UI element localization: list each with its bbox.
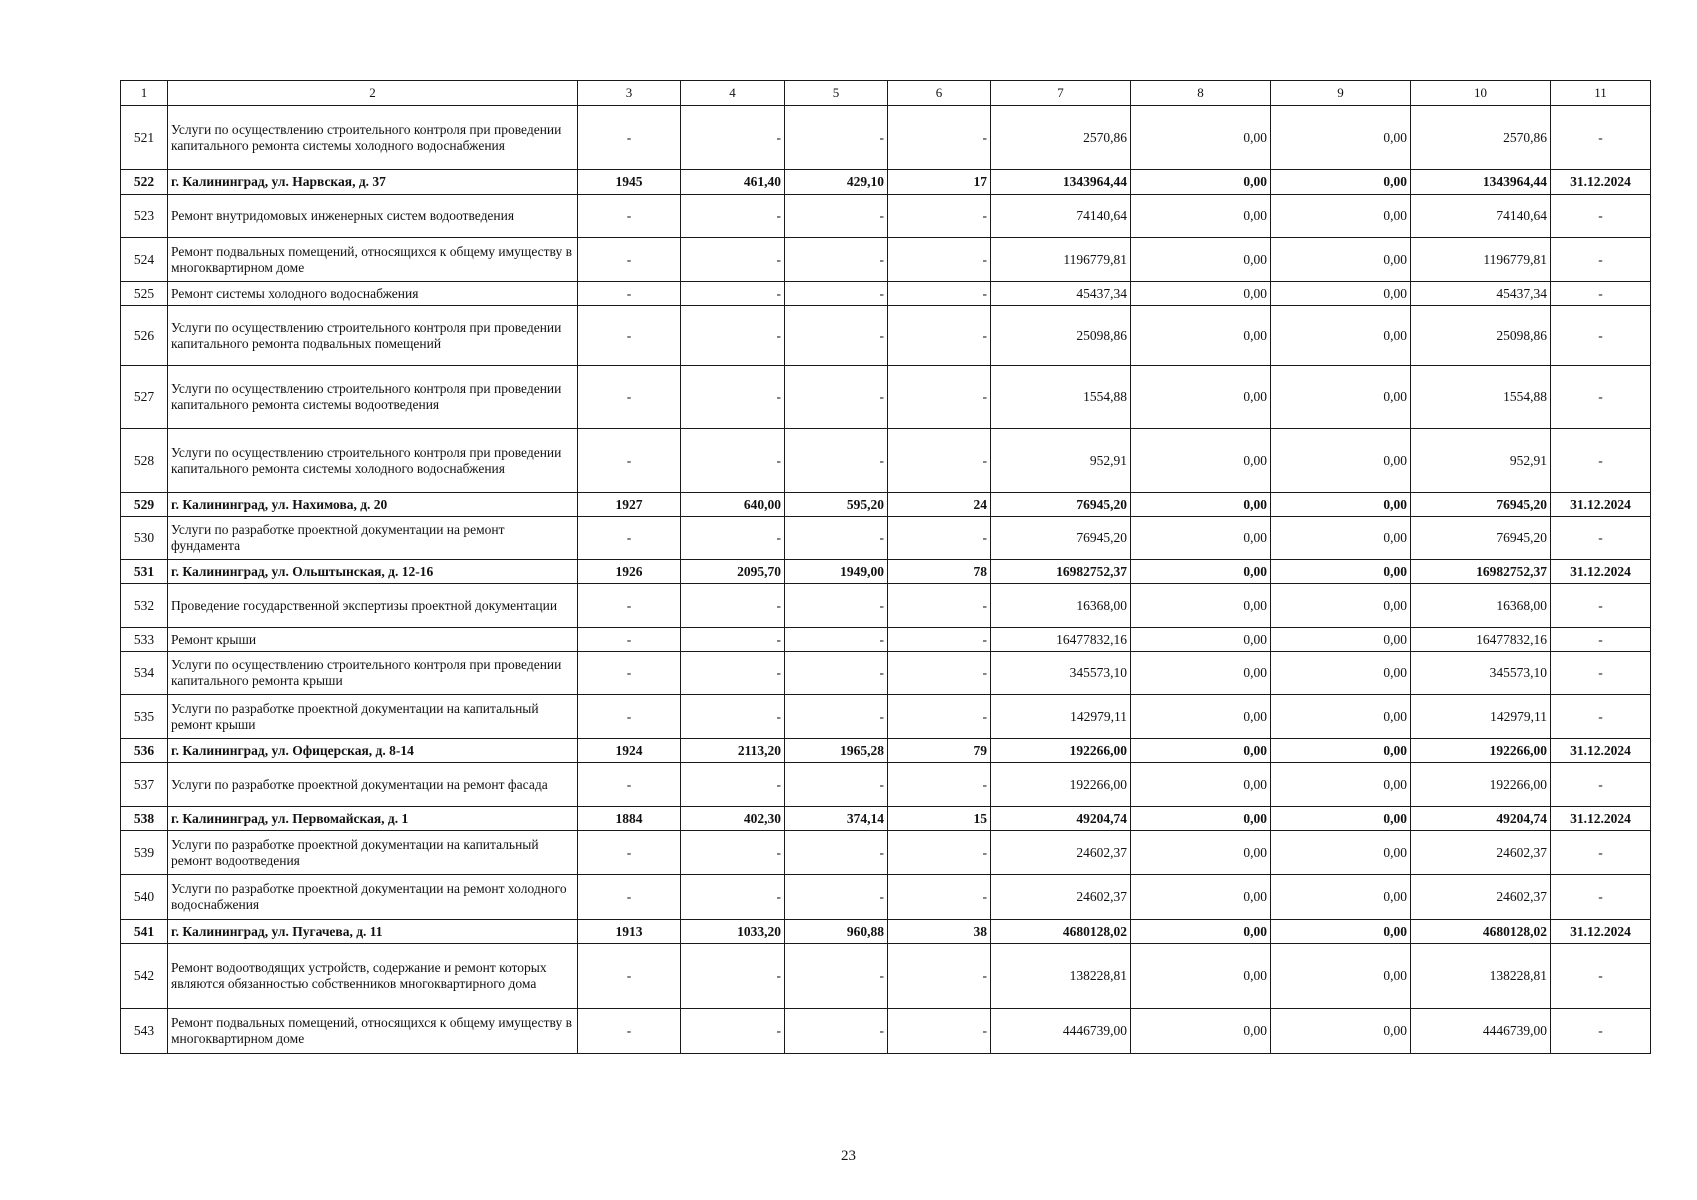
work-item-row (121, 282, 1651, 306)
work-item-row (121, 628, 1651, 652)
year-cell: - (578, 106, 681, 170)
col10-cell: 1554,88 (1411, 366, 1551, 429)
year-cell: 1913 (578, 920, 681, 944)
col6-cell: - (888, 652, 991, 695)
col9-cell: 0,00 (1271, 875, 1411, 920)
col5-cell: 960,88 (785, 920, 888, 944)
col9-cell: 0,00 (1271, 831, 1411, 875)
col6-cell: - (888, 517, 991, 560)
row-number-cell: 538 (121, 807, 168, 831)
col6-cell: - (888, 875, 991, 920)
col5-cell: - (785, 1009, 888, 1054)
deadline-cell: - (1551, 366, 1651, 429)
col6-cell: 38 (888, 920, 991, 944)
col5-cell: 595,20 (785, 493, 888, 517)
col9-cell: 0,00 (1271, 560, 1411, 584)
description-cell: Ремонт подвальных помещений, относящихся к общему имуществу в многоквартирном доме (168, 238, 578, 282)
year-cell: 1884 (578, 807, 681, 831)
description-cell: Ремонт подвальных помещений, относящихся к общему имуществу в многоквартирном доме (168, 1009, 578, 1054)
col6-cell: - (888, 195, 991, 238)
work-item-row (121, 1009, 1651, 1054)
col6-cell: - (888, 584, 991, 628)
col4-cell: - (681, 584, 785, 628)
col6-cell: - (888, 831, 991, 875)
col8-cell: 0,00 (1131, 170, 1271, 195)
total-cost-cell: 16982752,37 (991, 560, 1131, 584)
year-cell: - (578, 763, 681, 807)
col4-cell: 461,40 (681, 170, 785, 195)
col5-cell: - (785, 106, 888, 170)
col10-cell: 24602,37 (1411, 875, 1551, 920)
description-cell: Ремонт крыши (168, 628, 578, 652)
row-number-cell: 533 (121, 628, 168, 652)
work-item-row (121, 695, 1651, 739)
col4-cell: - (681, 429, 785, 493)
col5-cell: - (785, 831, 888, 875)
col5-cell: 1965,28 (785, 739, 888, 763)
total-cost-cell: 142979,11 (991, 695, 1131, 739)
total-cost-cell: 1343964,44 (991, 170, 1131, 195)
deadline-cell: - (1551, 695, 1651, 739)
col8-cell: 0,00 (1131, 493, 1271, 517)
col4-cell: - (681, 195, 785, 238)
col8-cell: 0,00 (1131, 195, 1271, 238)
col8-cell: 0,00 (1131, 584, 1271, 628)
row-number-cell: 531 (121, 560, 168, 584)
col4-cell: - (681, 628, 785, 652)
column-header: 5 (785, 81, 888, 106)
col9-cell: 0,00 (1271, 238, 1411, 282)
work-item-row (121, 306, 1651, 366)
col5-cell: 429,10 (785, 170, 888, 195)
col4-cell: 1033,20 (681, 920, 785, 944)
col6-cell: 24 (888, 493, 991, 517)
total-cost-cell: 16368,00 (991, 584, 1131, 628)
deadline-cell: - (1551, 1009, 1651, 1054)
description-cell: Услуги по разработке проектной документации на ремонт холодного водоснабжения (168, 875, 578, 920)
col10-cell: 45437,34 (1411, 282, 1551, 306)
total-cost-cell: 49204,74 (991, 807, 1131, 831)
deadline-cell: - (1551, 517, 1651, 560)
col4-cell: - (681, 282, 785, 306)
col6-cell: - (888, 366, 991, 429)
col5-cell: - (785, 238, 888, 282)
col9-cell: 0,00 (1271, 695, 1411, 739)
col6-cell: - (888, 238, 991, 282)
column-number-row (121, 81, 1651, 106)
col10-cell: 76945,20 (1411, 517, 1551, 560)
col4-cell: - (681, 1009, 785, 1054)
year-cell: - (578, 517, 681, 560)
col4-cell: 2113,20 (681, 739, 785, 763)
col5-cell: - (785, 195, 888, 238)
description-cell: Ремонт системы холодного водоснабжения (168, 282, 578, 306)
row-number-cell: 522 (121, 170, 168, 195)
description-cell: Услуги по осуществлению строительного контроля при проведении капитального ремонта системы холодного водоснабжения (168, 429, 578, 493)
col8-cell: 0,00 (1131, 695, 1271, 739)
col5-cell: - (785, 306, 888, 366)
col5-cell: - (785, 517, 888, 560)
col9-cell: 0,00 (1271, 366, 1411, 429)
year-cell: - (578, 652, 681, 695)
year-cell: - (578, 1009, 681, 1054)
col5-cell: - (785, 584, 888, 628)
col5-cell: 374,14 (785, 807, 888, 831)
col9-cell: 0,00 (1271, 306, 1411, 366)
year-cell: - (578, 366, 681, 429)
col8-cell: 0,00 (1131, 306, 1271, 366)
address-row (121, 807, 1651, 831)
col6-cell: - (888, 628, 991, 652)
col5-cell: - (785, 763, 888, 807)
col10-cell: 142979,11 (1411, 695, 1551, 739)
year-cell: - (578, 195, 681, 238)
capital-repair-table (120, 80, 1651, 1054)
deadline-cell: - (1551, 831, 1651, 875)
row-number-cell: 535 (121, 695, 168, 739)
col5-cell: - (785, 429, 888, 493)
col4-cell: 640,00 (681, 493, 785, 517)
col6-cell: - (888, 763, 991, 807)
col9-cell: 0,00 (1271, 517, 1411, 560)
col10-cell: 4680128,02 (1411, 920, 1551, 944)
description-cell: Услуги по разработке проектной документации на ремонт фундамента (168, 517, 578, 560)
col6-cell: - (888, 429, 991, 493)
work-item-row (121, 366, 1651, 429)
col6-cell: - (888, 306, 991, 366)
row-number-cell: 542 (121, 944, 168, 1009)
col5-cell: - (785, 628, 888, 652)
total-cost-cell: 192266,00 (991, 739, 1131, 763)
col8-cell: 0,00 (1131, 739, 1271, 763)
column-header: 10 (1411, 81, 1551, 106)
col4-cell: - (681, 875, 785, 920)
column-header: 1 (121, 81, 168, 106)
total-cost-cell: 24602,37 (991, 831, 1131, 875)
col5-cell: - (785, 652, 888, 695)
col5-cell: - (785, 944, 888, 1009)
deadline-cell: - (1551, 652, 1651, 695)
total-cost-cell: 2570,86 (991, 106, 1131, 170)
col8-cell: 0,00 (1131, 652, 1271, 695)
deadline-cell: - (1551, 944, 1651, 1009)
description-cell: Услуги по осуществлению строительного контроля при проведении капитального ремонта крыши (168, 652, 578, 695)
row-number-cell: 526 (121, 306, 168, 366)
description-cell: г. Калининград, ул. Нарвская, д. 37 (168, 170, 578, 195)
col9-cell: 0,00 (1271, 944, 1411, 1009)
col9-cell: 0,00 (1271, 652, 1411, 695)
col8-cell: 0,00 (1131, 517, 1271, 560)
total-cost-cell: 1554,88 (991, 366, 1131, 429)
work-item-row (121, 429, 1651, 493)
row-number-cell: 530 (121, 517, 168, 560)
col4-cell: 402,30 (681, 807, 785, 831)
description-cell: Услуги по разработке проектной документации на ремонт фасада (168, 763, 578, 807)
col10-cell: 49204,74 (1411, 807, 1551, 831)
work-item-row (121, 584, 1651, 628)
document-sheet (120, 80, 1650, 1054)
col10-cell: 25098,86 (1411, 306, 1551, 366)
col8-cell: 0,00 (1131, 920, 1271, 944)
col4-cell: - (681, 517, 785, 560)
col6-cell: 78 (888, 560, 991, 584)
year-cell: 1926 (578, 560, 681, 584)
col10-cell: 74140,64 (1411, 195, 1551, 238)
work-item-row (121, 195, 1651, 238)
row-number-cell: 527 (121, 366, 168, 429)
col4-cell: - (681, 652, 785, 695)
description-cell: г. Калининград, ул. Ольштынская, д. 12-16 (168, 560, 578, 584)
deadline-cell: - (1551, 306, 1651, 366)
year-cell: - (578, 306, 681, 366)
col4-cell: - (681, 695, 785, 739)
deadline-cell: - (1551, 106, 1651, 170)
address-row (121, 170, 1651, 195)
col6-cell: - (888, 282, 991, 306)
deadline-cell: - (1551, 238, 1651, 282)
deadline-cell: - (1551, 763, 1651, 807)
column-header: 8 (1131, 81, 1271, 106)
year-cell: - (578, 831, 681, 875)
row-number-cell: 539 (121, 831, 168, 875)
col4-cell: - (681, 238, 785, 282)
page-number: 23 (841, 1148, 856, 1164)
col5-cell: - (785, 875, 888, 920)
address-row (121, 920, 1651, 944)
col8-cell: 0,00 (1131, 1009, 1271, 1054)
work-item-row (121, 106, 1651, 170)
row-number-cell: 523 (121, 195, 168, 238)
work-item-row (121, 831, 1651, 875)
total-cost-cell: 952,91 (991, 429, 1131, 493)
description-cell: г. Калининград, ул. Пугачева, д. 11 (168, 920, 578, 944)
row-number-cell: 540 (121, 875, 168, 920)
year-cell: 1924 (578, 739, 681, 763)
col4-cell: - (681, 106, 785, 170)
col9-cell: 0,00 (1271, 1009, 1411, 1054)
col10-cell: 76945,20 (1411, 493, 1551, 517)
col8-cell: 0,00 (1131, 429, 1271, 493)
col6-cell: - (888, 1009, 991, 1054)
col10-cell: 138228,81 (1411, 944, 1551, 1009)
address-row (121, 739, 1651, 763)
deadline-cell: - (1551, 584, 1651, 628)
column-header: 2 (168, 81, 578, 106)
work-item-row (121, 238, 1651, 282)
col10-cell: 1196779,81 (1411, 238, 1551, 282)
row-number-cell: 529 (121, 493, 168, 517)
row-number-cell: 541 (121, 920, 168, 944)
address-row (121, 493, 1651, 517)
col10-cell: 1343964,44 (1411, 170, 1551, 195)
description-cell: г. Калининград, ул. Офицерская, д. 8-14 (168, 739, 578, 763)
col9-cell: 0,00 (1271, 763, 1411, 807)
col6-cell: - (888, 106, 991, 170)
table-body (121, 106, 1651, 1054)
deadline-cell: 31.12.2024 (1551, 739, 1651, 763)
description-cell: Ремонт водоотводящих устройств, содержание и ремонт которых являются обязанностью собственников многоквартирного дома (168, 944, 578, 1009)
col5-cell: - (785, 695, 888, 739)
col9-cell: 0,00 (1271, 170, 1411, 195)
column-header: 11 (1551, 81, 1651, 106)
total-cost-cell: 16477832,16 (991, 628, 1131, 652)
col10-cell: 24602,37 (1411, 831, 1551, 875)
total-cost-cell: 25098,86 (991, 306, 1131, 366)
deadline-cell: - (1551, 282, 1651, 306)
col6-cell: - (888, 695, 991, 739)
col4-cell: - (681, 366, 785, 429)
deadline-cell: 31.12.2024 (1551, 807, 1651, 831)
col4-cell: - (681, 831, 785, 875)
col10-cell: 16368,00 (1411, 584, 1551, 628)
col6-cell: - (888, 944, 991, 1009)
col9-cell: 0,00 (1271, 584, 1411, 628)
year-cell: - (578, 944, 681, 1009)
col9-cell: 0,00 (1271, 195, 1411, 238)
col10-cell: 16477832,16 (1411, 628, 1551, 652)
column-header: 6 (888, 81, 991, 106)
column-header: 4 (681, 81, 785, 106)
description-cell: г. Калининград, ул. Первомайская, д. 1 (168, 807, 578, 831)
deadline-cell: 31.12.2024 (1551, 493, 1651, 517)
col10-cell: 16982752,37 (1411, 560, 1551, 584)
total-cost-cell: 192266,00 (991, 763, 1131, 807)
col8-cell: 0,00 (1131, 628, 1271, 652)
col10-cell: 192266,00 (1411, 763, 1551, 807)
total-cost-cell: 345573,10 (991, 652, 1131, 695)
row-number-cell: 525 (121, 282, 168, 306)
description-cell: Услуги по осуществлению строительного контроля при проведении капитального ремонта подвальных помещений (168, 306, 578, 366)
year-cell: - (578, 695, 681, 739)
year-cell: - (578, 628, 681, 652)
work-item-row (121, 875, 1651, 920)
description-cell: Услуги по разработке проектной документации на капитальный ремонт водоотведения (168, 831, 578, 875)
total-cost-cell: 76945,20 (991, 493, 1131, 517)
description-cell: Проведение государственной экспертизы проектной документации (168, 584, 578, 628)
year-cell: - (578, 238, 681, 282)
description-cell: Ремонт внутридомовых инженерных систем водоотведения (168, 195, 578, 238)
year-cell: - (578, 429, 681, 493)
description-cell: Услуги по разработке проектной документации на капитальный ремонт крыши (168, 695, 578, 739)
total-cost-cell: 45437,34 (991, 282, 1131, 306)
description-cell: Услуги по осуществлению строительного контроля при проведении капитального ремонта системы водоотведения (168, 366, 578, 429)
col6-cell: 17 (888, 170, 991, 195)
year-cell: - (578, 282, 681, 306)
row-number-cell: 532 (121, 584, 168, 628)
work-item-row (121, 944, 1651, 1009)
total-cost-cell: 74140,64 (991, 195, 1131, 238)
col9-cell: 0,00 (1271, 106, 1411, 170)
deadline-cell: - (1551, 875, 1651, 920)
total-cost-cell: 4446739,00 (991, 1009, 1131, 1054)
column-header: 3 (578, 81, 681, 106)
column-header: 9 (1271, 81, 1411, 106)
description-cell: г. Калининград, ул. Нахимова, д. 20 (168, 493, 578, 517)
deadline-cell: - (1551, 429, 1651, 493)
col9-cell: 0,00 (1271, 429, 1411, 493)
row-number-cell: 543 (121, 1009, 168, 1054)
total-cost-cell: 76945,20 (991, 517, 1131, 560)
total-cost-cell: 1196779,81 (991, 238, 1131, 282)
deadline-cell: - (1551, 628, 1651, 652)
col8-cell: 0,00 (1131, 875, 1271, 920)
col4-cell: - (681, 306, 785, 366)
row-number-cell: 534 (121, 652, 168, 695)
col9-cell: 0,00 (1271, 493, 1411, 517)
col5-cell: 1949,00 (785, 560, 888, 584)
col8-cell: 0,00 (1131, 807, 1271, 831)
col10-cell: 192266,00 (1411, 739, 1551, 763)
total-cost-cell: 138228,81 (991, 944, 1131, 1009)
year-cell: - (578, 584, 681, 628)
col10-cell: 952,91 (1411, 429, 1551, 493)
col9-cell: 0,00 (1271, 628, 1411, 652)
col8-cell: 0,00 (1131, 238, 1271, 282)
col9-cell: 0,00 (1271, 807, 1411, 831)
address-row (121, 560, 1651, 584)
col10-cell: 345573,10 (1411, 652, 1551, 695)
row-number-cell: 537 (121, 763, 168, 807)
col4-cell: - (681, 944, 785, 1009)
col9-cell: 0,00 (1271, 739, 1411, 763)
total-cost-cell: 4680128,02 (991, 920, 1131, 944)
deadline-cell: - (1551, 195, 1651, 238)
year-cell: 1927 (578, 493, 681, 517)
year-cell: - (578, 875, 681, 920)
work-item-row (121, 517, 1651, 560)
year-cell: 1945 (578, 170, 681, 195)
col8-cell: 0,00 (1131, 282, 1271, 306)
col8-cell: 0,00 (1131, 763, 1271, 807)
col8-cell: 0,00 (1131, 560, 1271, 584)
col6-cell: 79 (888, 739, 991, 763)
work-item-row (121, 652, 1651, 695)
col4-cell: 2095,70 (681, 560, 785, 584)
col6-cell: 15 (888, 807, 991, 831)
col8-cell: 0,00 (1131, 106, 1271, 170)
col10-cell: 4446739,00 (1411, 1009, 1551, 1054)
col8-cell: 0,00 (1131, 944, 1271, 1009)
col5-cell: - (785, 366, 888, 429)
deadline-cell: 31.12.2024 (1551, 920, 1651, 944)
work-item-row (121, 763, 1651, 807)
total-cost-cell: 24602,37 (991, 875, 1131, 920)
deadline-cell: 31.12.2024 (1551, 170, 1651, 195)
deadline-cell: 31.12.2024 (1551, 560, 1651, 584)
col4-cell: - (681, 763, 785, 807)
description-cell: Услуги по осуществлению строительного контроля при проведении капитального ремонта системы холодного водоснабжения (168, 106, 578, 170)
col9-cell: 0,00 (1271, 282, 1411, 306)
col9-cell: 0,00 (1271, 920, 1411, 944)
col10-cell: 2570,86 (1411, 106, 1551, 170)
row-number-cell: 524 (121, 238, 168, 282)
col8-cell: 0,00 (1131, 366, 1271, 429)
row-number-cell: 528 (121, 429, 168, 493)
col8-cell: 0,00 (1131, 831, 1271, 875)
row-number-cell: 521 (121, 106, 168, 170)
row-number-cell: 536 (121, 739, 168, 763)
col5-cell: - (785, 282, 888, 306)
column-header: 7 (991, 81, 1131, 106)
